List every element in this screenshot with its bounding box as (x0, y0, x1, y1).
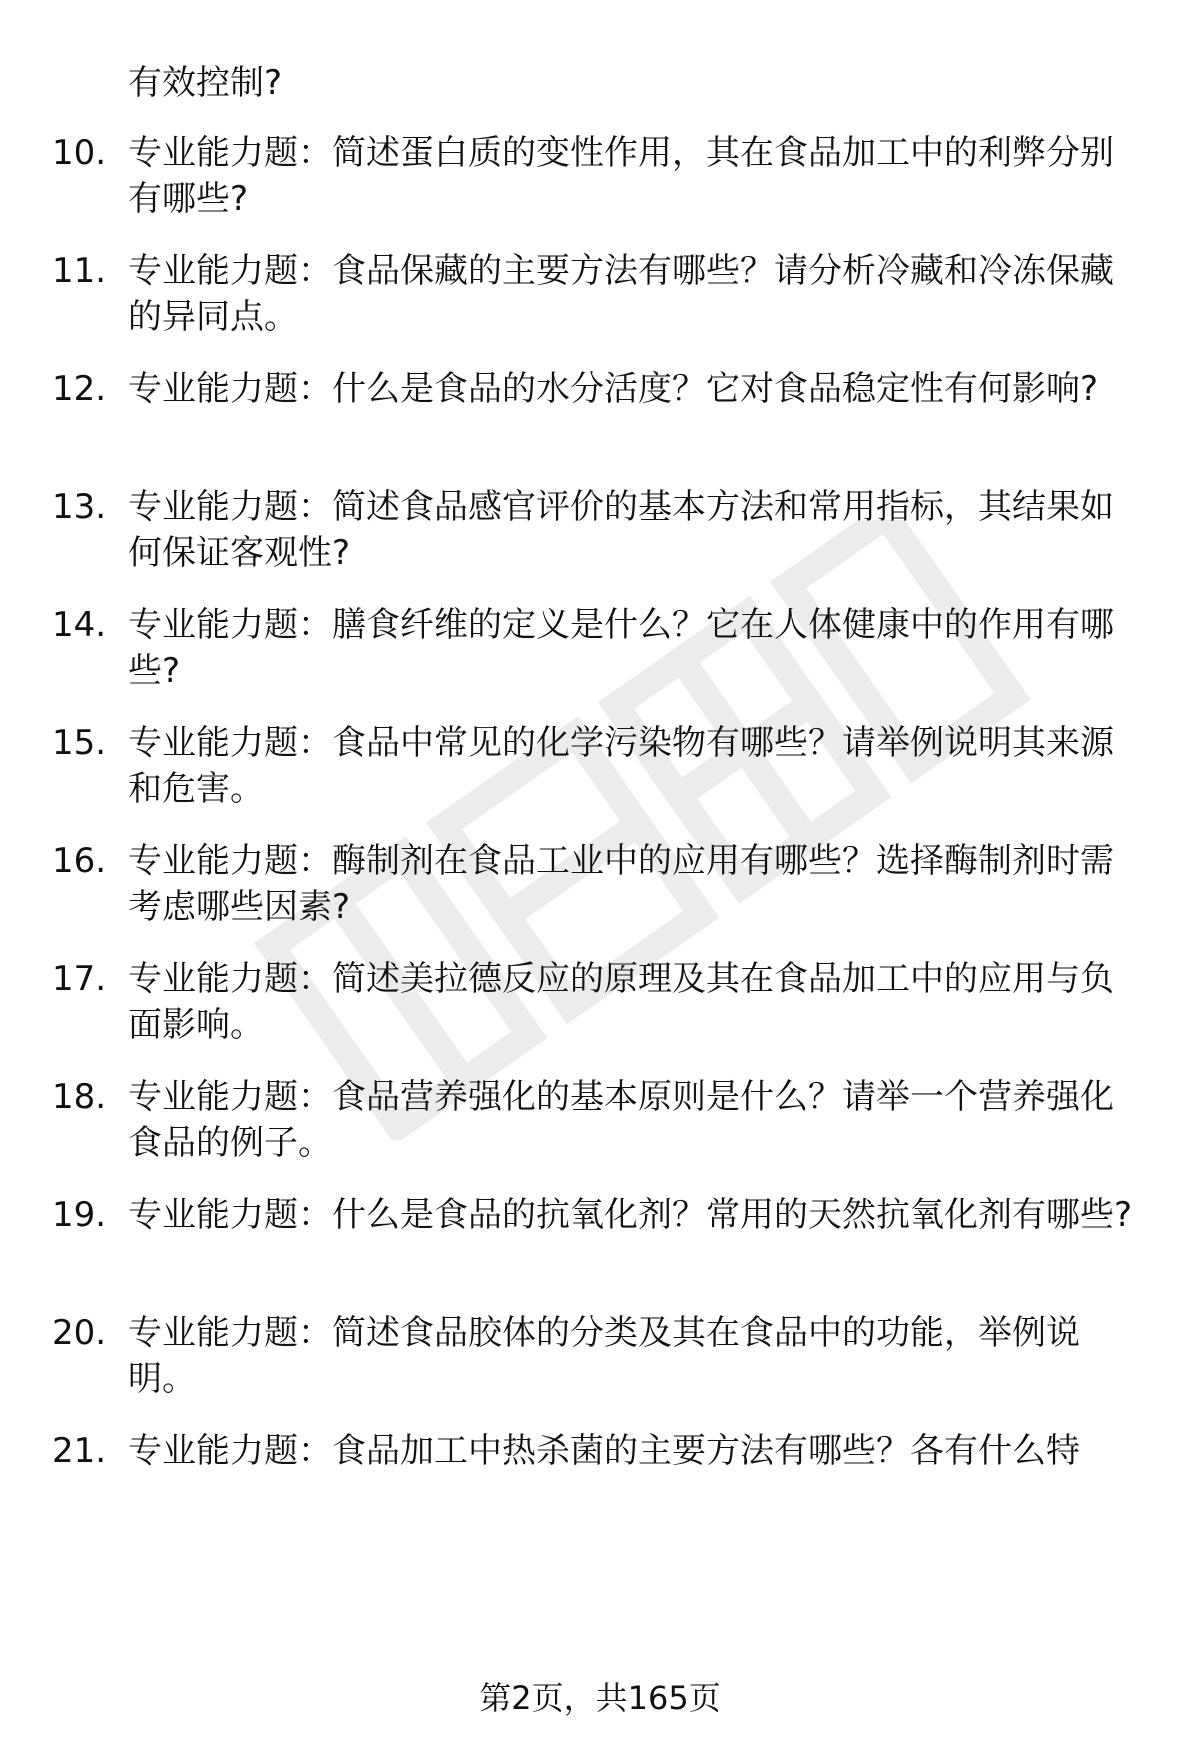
question-number: 12. (52, 369, 107, 409)
question-text: 专业能力题：简述食品胶体的分类及其在食品中的功能，举例说明。 (128, 1313, 1080, 1399)
question-number: 13. (52, 487, 107, 527)
question-number: 19. (52, 1195, 107, 1235)
question-number: 15. (52, 723, 107, 763)
question-number: 10. (52, 133, 107, 173)
continued-question-text: 有效控制? (128, 63, 283, 103)
question-text: 专业能力题：简述食品感官评价的基本方法和常用指标，其结果如何保证客观性? (128, 487, 1114, 573)
question-number: 18. (52, 1077, 107, 1117)
page-number-footer: 第2页，共165页 (479, 1679, 721, 1717)
question-text: 专业能力题：什么是食品的水分活度？它对食品稳定性有何影响? (128, 369, 1099, 409)
question-number: 14. (52, 605, 107, 645)
question-text: 专业能力题：食品加工中热杀菌的主要方法有哪些？各有什么特 (128, 1431, 1080, 1471)
question-text: 专业能力题：简述蛋白质的变性作用，其在食品加工中的利弊分别有哪些? (128, 133, 1114, 219)
question-text: 专业能力题：食品中常见的化学污染物有哪些？请举例说明其来源和危害。 (128, 723, 1114, 809)
question-text: 专业能力题：食品保藏的主要方法有哪些？请分析冷藏和冷冻保藏的异同点。 (128, 251, 1114, 337)
question-number: 11. (52, 251, 107, 291)
question-text: 专业能力题：什么是食品的抗氧化剂？常用的天然抗氧化剂有哪些? (128, 1195, 1133, 1235)
question-text: 专业能力题：食品营养强化的基本原则是什么？请举一个营养强化食品的例子。 (128, 1077, 1114, 1163)
question-text: 专业能力题：简述美拉德反应的原理及其在食品加工中的应用与负面影响。 (128, 959, 1114, 1045)
question-number: 16. (52, 841, 107, 881)
question-text: 专业能力题：膳食纤维的定义是什么？它在人体健康中的作用有哪些? (128, 605, 1114, 691)
question-number: 21. (52, 1431, 107, 1471)
question-number: 20. (52, 1313, 107, 1353)
question-text: 专业能力题：酶制剂在食品工业中的应用有哪些？选择酶制剂时需考虑哪些因素? (128, 841, 1114, 927)
question-number: 17. (52, 959, 107, 999)
